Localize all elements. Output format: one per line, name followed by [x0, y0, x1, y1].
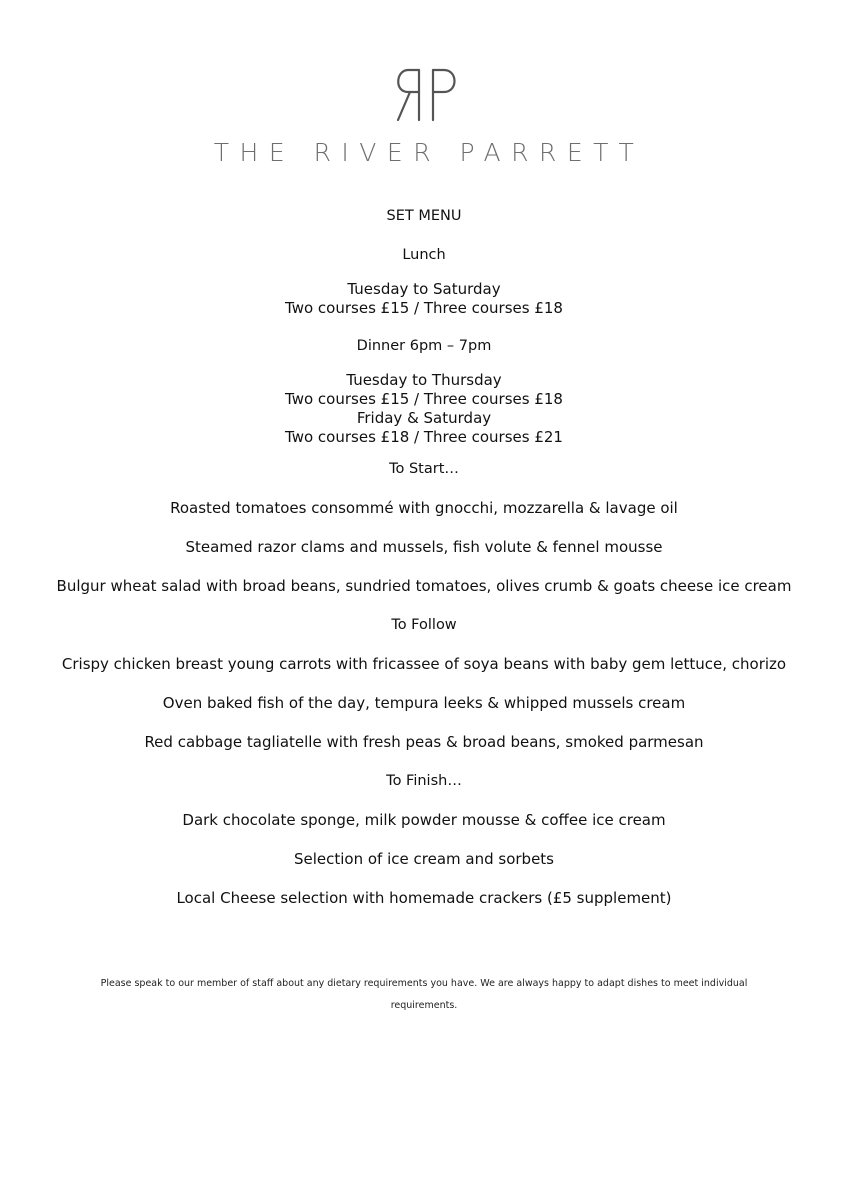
menu-title: SET MENU — [386, 208, 462, 224]
dietary-note: Please speak to our member of staff about any dietary requirements you have. We are always happy to adapt dishes to meet individual — [100, 978, 748, 989]
dinner-heading: Dinner 6pm – 7pm — [356, 338, 492, 354]
rp-monogram-logo — [388, 68, 464, 122]
start-item: Steamed razor clams and mussels, fish volute & fennel mousse — [185, 538, 663, 556]
dinner-prices-1: Two courses £15 / Three courses £18 — [285, 390, 563, 408]
finish-item: Local Cheese selection with homemade crackers (£5 supplement) — [176, 889, 672, 907]
start-heading: To Start… — [389, 461, 459, 477]
start-item: Roasted tomatoes consommé with gnocchi, mozzarella & lavage oil — [170, 499, 678, 517]
start-item: Bulgur wheat salad with broad beans, sundried tomatoes, olives crumb & goats cheese ice cream — [56, 577, 792, 595]
dinner-days-2: Friday & Saturday — [356, 409, 492, 427]
finish-item: Dark chocolate sponge, milk powder mousse & coffee ice cream — [182, 811, 666, 829]
brand-name: THE RIVER PARRETT — [213, 138, 645, 167]
follow-heading: To Follow — [391, 617, 457, 633]
lunch-prices: Two courses £15 / Three courses £18 — [285, 299, 563, 317]
lunch-days: Tuesday to Saturday — [347, 280, 501, 298]
dietary-note-continued: requirements. — [390, 1000, 458, 1011]
dinner-prices-2: Two courses £18 / Three courses £21 — [285, 428, 563, 446]
finish-heading: To Finish… — [386, 773, 462, 789]
finish-item: Selection of ice cream and sorbets — [293, 850, 554, 868]
follow-item: Red cabbage tagliatelle with fresh peas & broad beans, smoked parmesan — [144, 733, 704, 751]
dinner-days-1: Tuesday to Thursday — [346, 371, 502, 389]
follow-item: Crispy chicken breast young carrots with fricassee of soya beans with baby gem lettuce, chorizo — [61, 655, 787, 673]
follow-item: Oven baked fish of the day, tempura leeks & whipped mussels cream — [162, 694, 686, 712]
lunch-heading: Lunch — [402, 247, 446, 263]
